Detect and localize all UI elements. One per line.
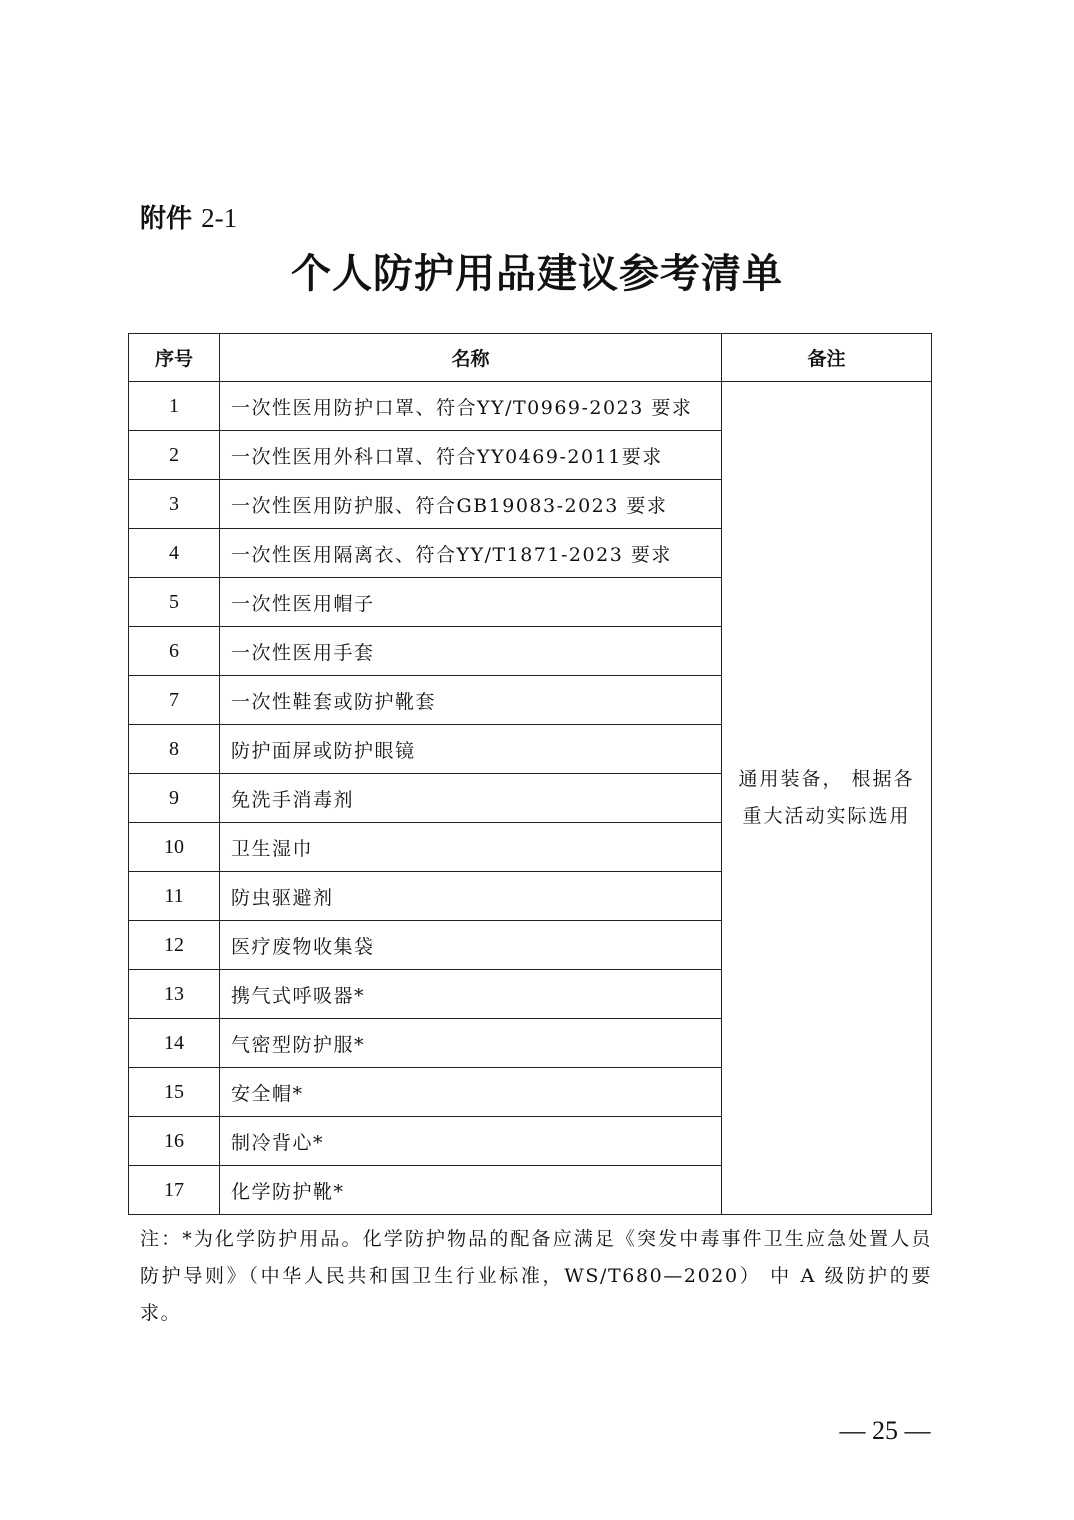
row-name: 安全帽* <box>220 1068 722 1117</box>
row-name: 卫生湿巾 <box>220 823 722 872</box>
table-row <box>129 382 932 431</box>
row-name: 气密型防护服* <box>220 1019 722 1068</box>
row-name: 携气式呼吸器* <box>220 970 722 1019</box>
table-header-row <box>129 334 932 382</box>
row-name: 化学防护靴* <box>220 1166 722 1215</box>
row-name: 一次性医用帽子 <box>220 578 722 627</box>
row-seq: 8 <box>129 725 220 774</box>
row-name: 一次性医用外科口罩、符合YY0469-2011要求 <box>220 431 722 480</box>
row-seq: 16 <box>129 1117 220 1166</box>
row-seq: 15 <box>129 1068 220 1117</box>
row-name: 一次性鞋套或防护靴套 <box>220 676 722 725</box>
header-seq: 序号 <box>129 334 220 382</box>
attachment-label <box>140 200 237 237</box>
row-seq: 7 <box>129 676 220 725</box>
row-seq: 9 <box>129 774 220 823</box>
header-remark: 备注 <box>722 334 932 382</box>
row-seq: 4 <box>129 529 220 578</box>
row-seq: 10 <box>129 823 220 872</box>
row-seq: 1 <box>129 382 220 431</box>
row-seq: 3 <box>129 480 220 529</box>
row-name: 医疗废物收集袋 <box>220 921 722 970</box>
table-body <box>129 382 932 1215</box>
row-seq: 11 <box>129 872 220 921</box>
row-name: 一次性医用防护服、符合GB19083-2023 要求 <box>220 480 722 529</box>
document-title: 个人防护用品建议参考清单 <box>291 251 783 297</box>
row-name: 一次性医用防护口罩、符合YY/T0969-2023 要求 <box>220 382 722 431</box>
row-name: 一次性医用隔离衣、符合YY/T1871-2023 要求 <box>220 529 722 578</box>
row-name: 一次性医用手套 <box>220 627 722 676</box>
row-name: 制冷背心* <box>220 1117 722 1166</box>
attachment-prefix: 附件 <box>140 204 193 234</box>
attachment-number: 2-1 <box>201 203 238 233</box>
row-name: 免洗手消毒剂 <box>220 774 722 823</box>
header-name: 名称 <box>220 334 722 382</box>
row-seq: 5 <box>129 578 220 627</box>
ppe-table <box>128 333 932 1215</box>
row-seq: 17 <box>129 1166 220 1215</box>
remark-cell: 通用装备， 根据各重大活动实际选用 <box>722 382 932 1215</box>
page-number: — 25 — <box>839 1416 931 1445</box>
row-seq: 6 <box>129 627 220 676</box>
row-seq: 13 <box>129 970 220 1019</box>
row-name: 防虫驱避剂 <box>220 872 722 921</box>
row-name: 防护面屏或防护眼镜 <box>220 725 722 774</box>
row-seq: 14 <box>129 1019 220 1068</box>
row-seq: 12 <box>129 921 220 970</box>
footnote: 注：*为化学防护用品。化学防护物品的配备应满足《突发中毒事件卫生应急处置人员防护导则》（中华人民共和国卫生行业标准，WS/T680—2020） 中 A 级防护的要求。 <box>140 1228 932 1324</box>
row-seq: 2 <box>129 431 220 480</box>
